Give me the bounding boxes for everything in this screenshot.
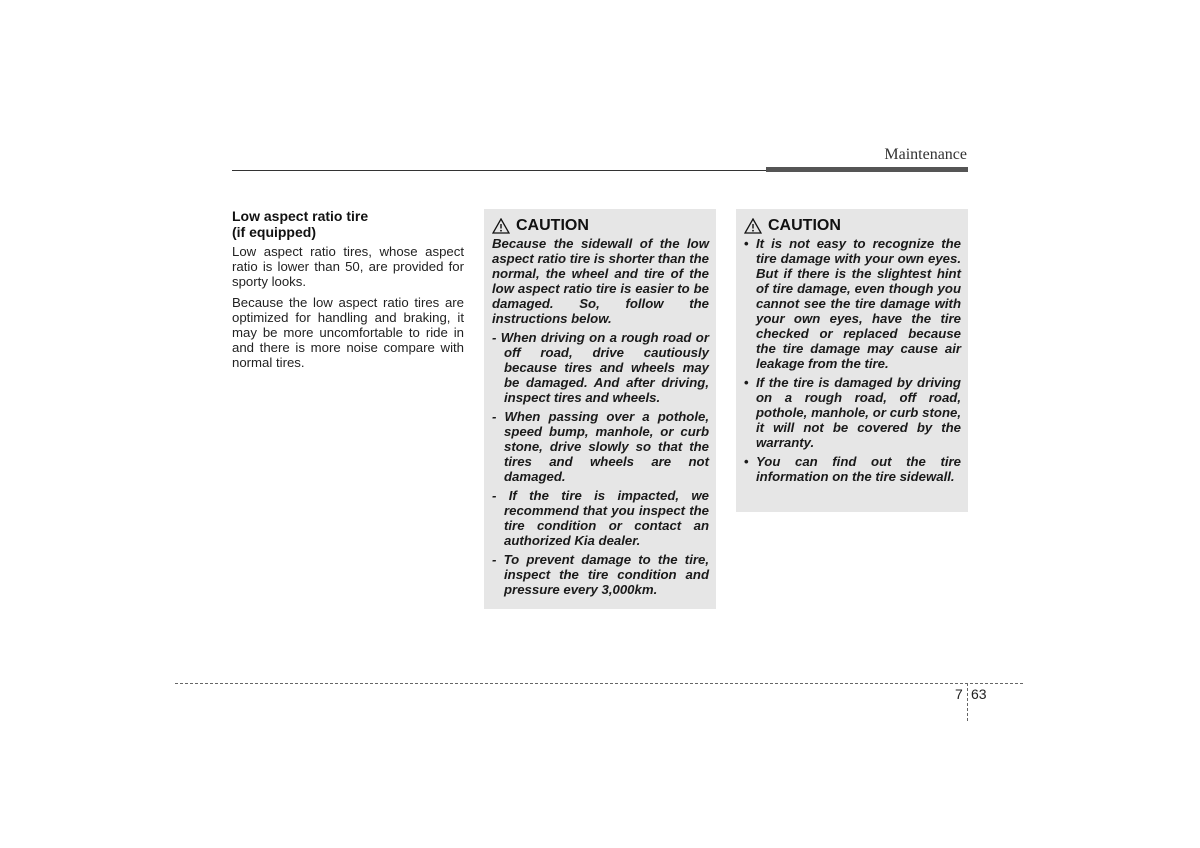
caution-list-item: - When driving on a rough road or off road, drive cautiously because tires and wheels may be damaged. And after driving, inspect tires and wheels. [492,330,709,405]
caution-list-item: - If the tire is impacted, we recommend that you inspect the tire condition or contact an authorized Kia dealer. [492,488,709,548]
section-heading [232,208,464,240]
caution-list-item: - When passing over a pothole, speed bump, manhole, or curb stone, drive slowly so that the tires and wheels are not damaged. [492,409,709,484]
page-header-title: Maintenance [884,146,967,163]
caution-intro: Because the sidewall of the low aspect ratio tire is shorter than the normal, the wheel and tire of the low aspect ratio tire is easier to be damaged. So, follow the instructions below. [492,236,709,326]
caution-bullet-text: It is not easy to recognize the tire damage with your own eyes. But if there is the slightest hint of tire damage, even though you cannot see the tire damage with your own eyes, have the tire checked or replaced because the tire damage may cause air leakage from the tire. [756,236,961,371]
text-column [232,208,464,376]
caution-bullet-text: If the tire is damaged by driving on a rough road, off road, pothole, manhole, or curb stone, it will not be covered by the warranty. [756,375,961,450]
caution-title-text: CAUTION [768,217,841,234]
page-number: 63 [971,686,987,702]
caution-bullet-item [744,236,961,371]
caution-bullet-text: You can find out the tire information on the tire sidewall. [756,454,961,484]
caution-title [492,217,709,235]
footer-dashed-rule [175,683,1023,684]
caution-title-text: CAUTION [516,217,589,234]
caution-list-item: - To prevent damage to the tire, inspect the tire condition and pressure every 3,000km. [492,552,709,597]
caution-bullet-item [744,375,961,450]
section-heading-line2: (if equipped) [232,224,316,240]
section-heading-line1: Low aspect ratio tire [232,208,369,224]
caution-box-left [484,209,716,609]
warning-triangle-icon [492,218,510,234]
body-paragraph: Low aspect ratio tires, whose aspect ratio is lower than 50, are provided for sporty looks. [232,244,464,289]
chapter-number: 7 [955,686,963,702]
header-rule-thick [766,167,968,172]
bullet-icon: • [744,236,749,251]
bullet-icon: • [744,454,749,469]
warning-triangle-icon [744,218,762,234]
caution-title [744,217,961,235]
caution-box-right [736,209,968,512]
footer-divider [967,683,968,721]
body-paragraph: Because the low aspect ratio tires are optimized for handling and braking, it may be more uncomfortable to ride in and there is more noise compare with normal tires. [232,295,464,370]
header-rule-thin [232,170,766,171]
bullet-icon: • [744,375,749,390]
caution-bullet-item [744,454,961,484]
